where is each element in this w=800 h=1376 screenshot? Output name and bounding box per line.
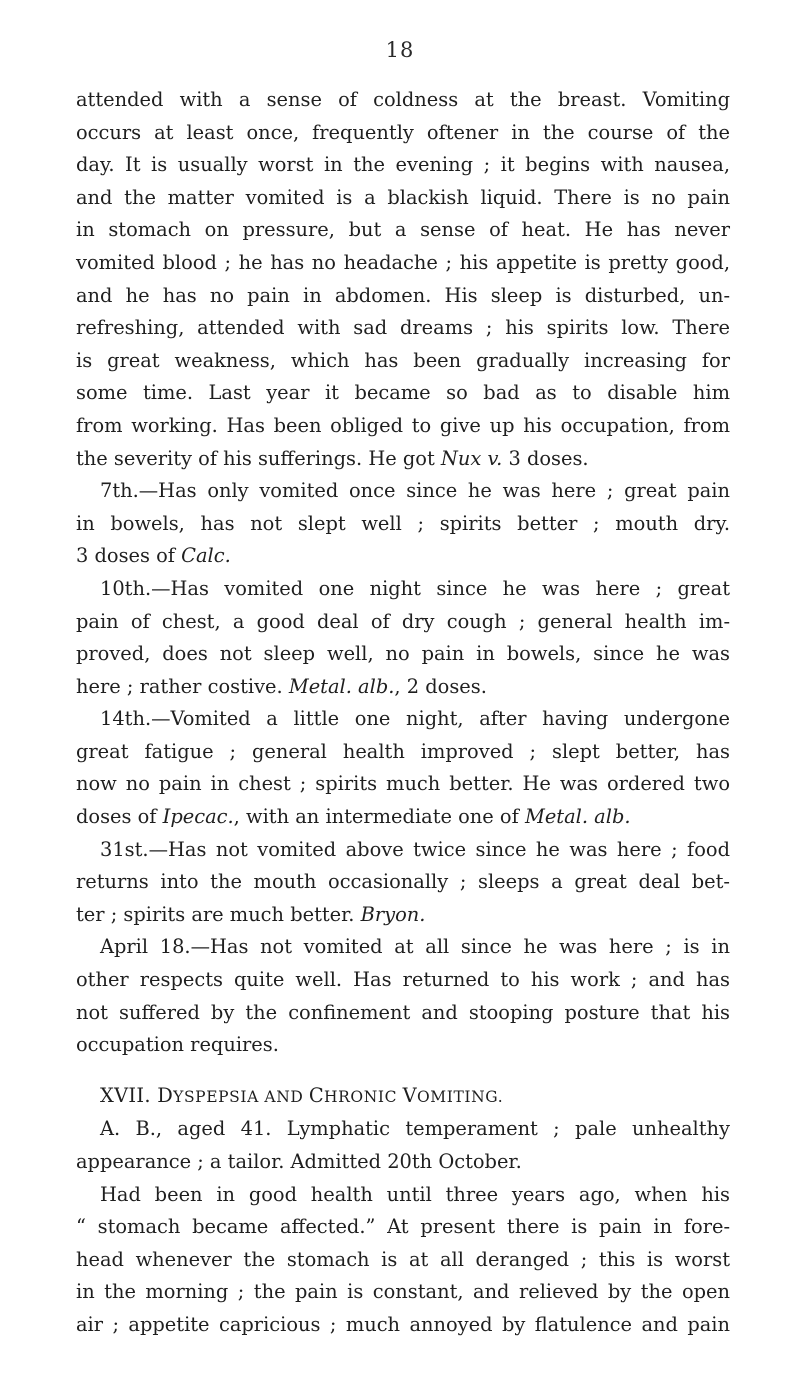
text-line: April 18.—Has not vomited at all since he was here ; is in <box>100 935 730 959</box>
text-line: great fatigue ; general health improved ; slept better, has <box>76 739 730 763</box>
text-line: attended with a sense of coldness at the breast. Vomiting <box>76 88 730 111</box>
text-line <box>76 540 730 573</box>
text-line: from working. Has been obliged to give up his occupation, from <box>76 413 730 437</box>
text-line: other respects quite well. Has returned to his work ; and has <box>76 968 730 992</box>
text-segment: 3 doses. <box>502 446 589 470</box>
text-segment: doses of <box>76 805 157 829</box>
text-line: some time. Last year it became so bad as to disable him <box>76 381 730 405</box>
text-segment: , 2 doses. <box>394 674 487 698</box>
heading-part: C <box>308 1083 325 1107</box>
text-line: in stomach on pressure, but a sense of heat. He has never <box>76 218 730 242</box>
heading-part: YSPEPSIA AND <box>173 1087 309 1106</box>
remedy-name: Metal. alb. <box>288 674 395 698</box>
text-line: 31st.—Has not vomited above twice since he was here ; food <box>100 837 730 861</box>
text-line: occurs at least once, frequently oftener in the course of the <box>76 120 730 144</box>
text-line: “ stomach became affected.” At present there is pain in fore- <box>76 1215 730 1239</box>
text-line: appearance ; a tailor. Admitted 20th October. <box>76 1150 522 1173</box>
remedy-name: Calc. <box>181 544 231 568</box>
text-line: head whenever the stomach is at all deranged ; this is worst <box>76 1247 730 1271</box>
heading-part: XVII. D <box>100 1083 174 1107</box>
section-heading <box>76 1080 730 1114</box>
remedy-name: Nux v. <box>440 446 503 470</box>
text-segment: ter ; spirits are much better. <box>76 902 355 926</box>
text-line: occupation requires. <box>76 1033 279 1057</box>
text-line: A. B., aged 41. Lymphatic temperament ; pale unhealthy <box>100 1117 730 1141</box>
text-segment: , with an intermediate one of <box>233 805 519 829</box>
text-line: in bowels, has not slept well ; spirits better ; mouth dry. <box>76 511 730 535</box>
text-segment: the severity of his sufferings. He got <box>76 446 435 470</box>
text-line: and he has no pain in abdomen. His sleep is disturbed, un- <box>76 283 730 307</box>
text-line: pain of chest, a good deal of dry cough ; general health im- <box>76 609 730 633</box>
remedy-name: Bryon. <box>360 902 426 926</box>
text-line: 10th.—Has vomited one night since he was here ; great <box>100 576 730 600</box>
text-line: in the morning ; the pain is constant, and relieved by the open <box>76 1280 730 1304</box>
text-line: air ; appetite capricious ; much annoyed by flatulence and pain <box>76 1312 730 1336</box>
text-line: Had been in good health until three years ago, when his <box>100 1182 730 1206</box>
body-text <box>76 84 730 1342</box>
text-line <box>76 801 730 834</box>
text-line: day. It is usually worst in the evening ; it begins with nausea, <box>76 153 730 177</box>
text-segment: here ; rather costive. <box>76 674 283 698</box>
heading-part: OMITING. <box>416 1087 504 1106</box>
text-line: now no pain in chest ; spirits much better. He was ordered two <box>76 772 730 796</box>
text-segment: 3 doses of <box>76 544 175 568</box>
text-line <box>76 671 730 704</box>
remedy-name: Metal. alb. <box>524 805 631 829</box>
text-line: vomited blood ; he has no headache ; his appetite is pretty good, <box>76 250 730 274</box>
text-line: 7th.—Has only vomited once since he was here ; great pain <box>100 479 730 503</box>
page-number: 18 <box>385 38 415 62</box>
text-line: 14th.—Vomited a little one night, after having undergone <box>100 707 730 731</box>
text-line: is great weakness, which has been gradually increasing for <box>76 348 730 372</box>
text-line: refreshing, attended with sad dreams ; his spirits low. There <box>76 316 730 340</box>
text-line: not suffered by the confinement and stooping posture that his <box>76 1000 730 1024</box>
text-line: returns into the mouth occasionally ; sleeps a great deal bet- <box>76 870 730 894</box>
text-line <box>76 443 730 476</box>
text-line: and the matter vomited is a blackish liquid. There is no pain <box>76 185 730 209</box>
text-line: proved, does not sleep well, no pain in bowels, since he was <box>76 642 730 666</box>
heading-part: HRONIC <box>324 1087 403 1106</box>
heading-part: V <box>402 1083 417 1107</box>
text-line <box>76 899 730 932</box>
remedy-name: Ipecac. <box>162 805 234 829</box>
